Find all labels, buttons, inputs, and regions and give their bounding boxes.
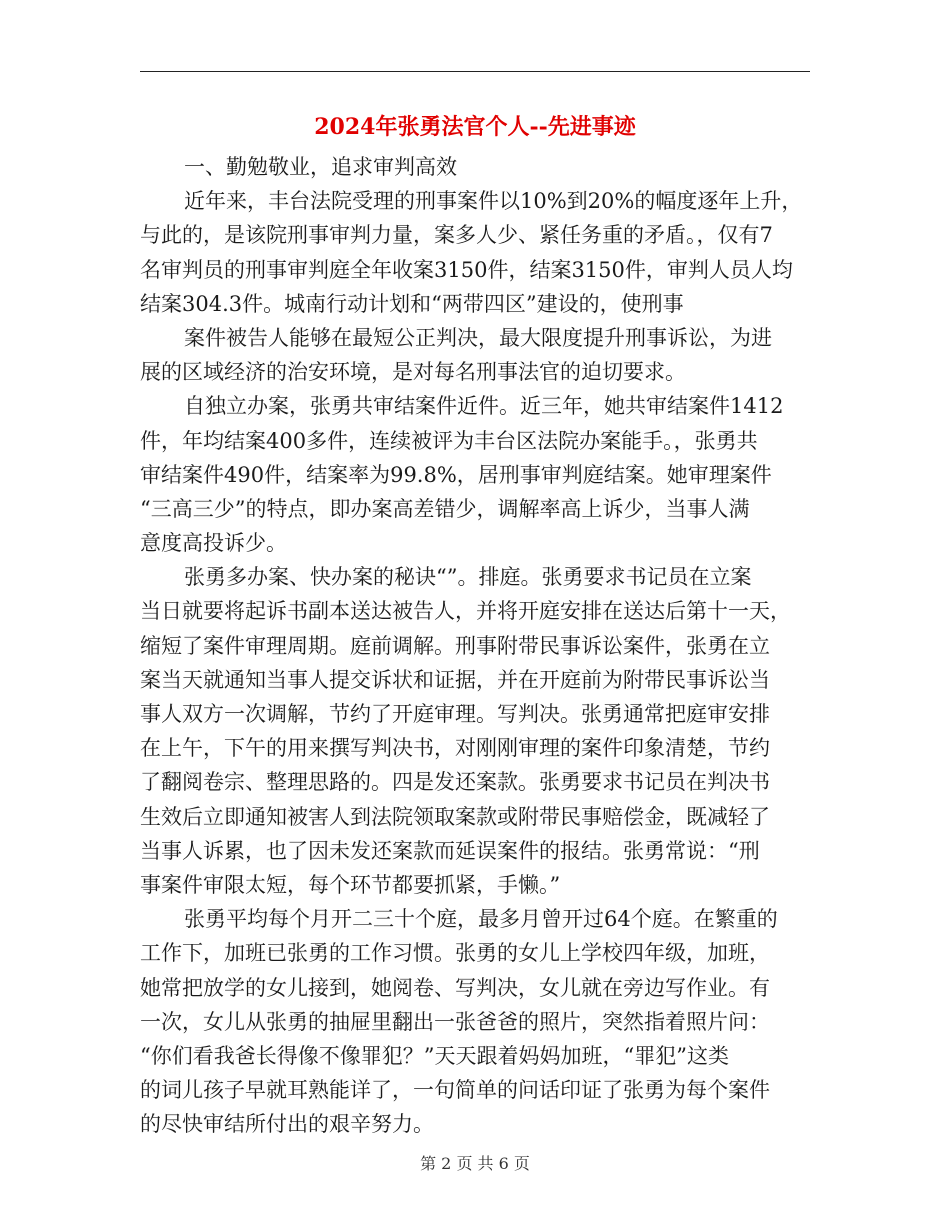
paragraph-line: 案件被告人能够在最短公正判决，最大限度提升刑事诉讼，为进 xyxy=(184,325,772,350)
paragraph-line: 意度高投诉少。 xyxy=(140,531,287,556)
paragraph-line: “你们看我爸长得像不像罪犯？”天天跟着妈妈加班，“罪犯”这类 xyxy=(140,1043,729,1068)
paragraph-line: 一次，女儿从张勇的抽屉里翻出一张爸爸的照片，突然指着照片问： xyxy=(140,1009,770,1034)
paragraph-line: 工作下，加班已张勇的工作习惯。张勇的女儿上学校四年级，加班， xyxy=(140,941,770,966)
paragraph-line: 结案304.3件。城南行动计划和“两带四区”建设的，使刑事 xyxy=(140,291,684,316)
paragraph-line: 件，年均结案400多件，连续被评为丰台区法院办案能手。，张勇共 xyxy=(140,428,758,453)
paragraph-line: 展的区域经济的治安环境，是对每名刑事法官的迫切要求。 xyxy=(140,360,686,385)
paragraph-line: 当日就要将起诉书副本送达被告人，并将开庭安排在送达后第十一天， xyxy=(140,599,791,624)
paragraph-line: 近年来，丰台法院受理的刑事案件以10%到20%的幅度逐年上升， xyxy=(184,189,803,214)
paragraph-line: 审结案件490件，结案率为99.8%，居刑事审判庭结案。她审理案件 xyxy=(140,462,772,487)
paragraph-line: 张勇多办案、快办案的秘诀“”。排庭。张勇要求书记员在立案 xyxy=(184,565,752,590)
paragraph-line: 自独立办案，张勇共审结案件近件。近三年，她共审结案件1412 xyxy=(184,394,784,419)
paragraph-line: 的尽快审结所付出的艰辛努力。 xyxy=(140,1112,434,1137)
paragraph-line: 的词儿孩子早就耳熟能详了，一句简单的问话印证了张勇为每个案件 xyxy=(140,1078,770,1103)
paragraph-line: 在上午，下午的用来撰写判决书，对刚刚审理的案件印象清楚，节约 xyxy=(140,736,770,761)
paragraph-line: 缩短了案件审理周期。庭前调解。刑事附带民事诉讼案件，张勇在立 xyxy=(140,633,770,658)
paragraph-line: 事案件审限太短，每个环节都要抓紧，手懒。” xyxy=(140,872,561,897)
document-title: 2024年张勇法官个人--先进事迹 xyxy=(314,114,636,140)
paragraph-line: 事人双方一次调解，节约了开庭审理。写判决。张勇通常把庭审安排 xyxy=(140,702,770,726)
section-heading: 一、勤勉敬业，追求审判高效 xyxy=(184,155,457,179)
header-rule xyxy=(140,71,810,72)
paragraph-line: 张勇平均每个月开二三十个庭，最多月曾开过64个庭。在繁重的 xyxy=(184,907,778,932)
paragraph-line: 名审判员的刑事审判庭全年收案3150件，结案3150件，审判人员人均 xyxy=(140,257,793,282)
paragraph-line: 与此的，是该院刑事审判力量，案多人少、紧任务重的矛盾。，仅有7 xyxy=(140,223,773,248)
paragraph-line: 她常把放学的女儿接到，她阅卷、写判决，女儿就在旁边写作业。有 xyxy=(140,975,770,1000)
page-number: 第 2 页 共 6 页 xyxy=(420,1154,530,1173)
paragraph-line: 了翻阅卷宗、整理思路的。四是发还案款。张勇要求书记员在判决书 xyxy=(140,770,770,795)
document-body xyxy=(140,150,810,1141)
paragraph-line: “三高三少”的特点，即办案高差错少，调解率高上诉少，当事人满 xyxy=(140,496,750,521)
paragraph-line: 生效后立即通知被害人到法院领取案款或附带民事赔偿金，既减轻了 xyxy=(140,804,770,829)
paragraph-line: 当事人诉累，也了因未发还案款而延误案件的报结。张勇常说：“刑 xyxy=(140,838,760,863)
paragraph-line: 案当天就通知当事人提交诉状和证据，并在开庭前为附带民事诉讼当 xyxy=(140,667,770,692)
